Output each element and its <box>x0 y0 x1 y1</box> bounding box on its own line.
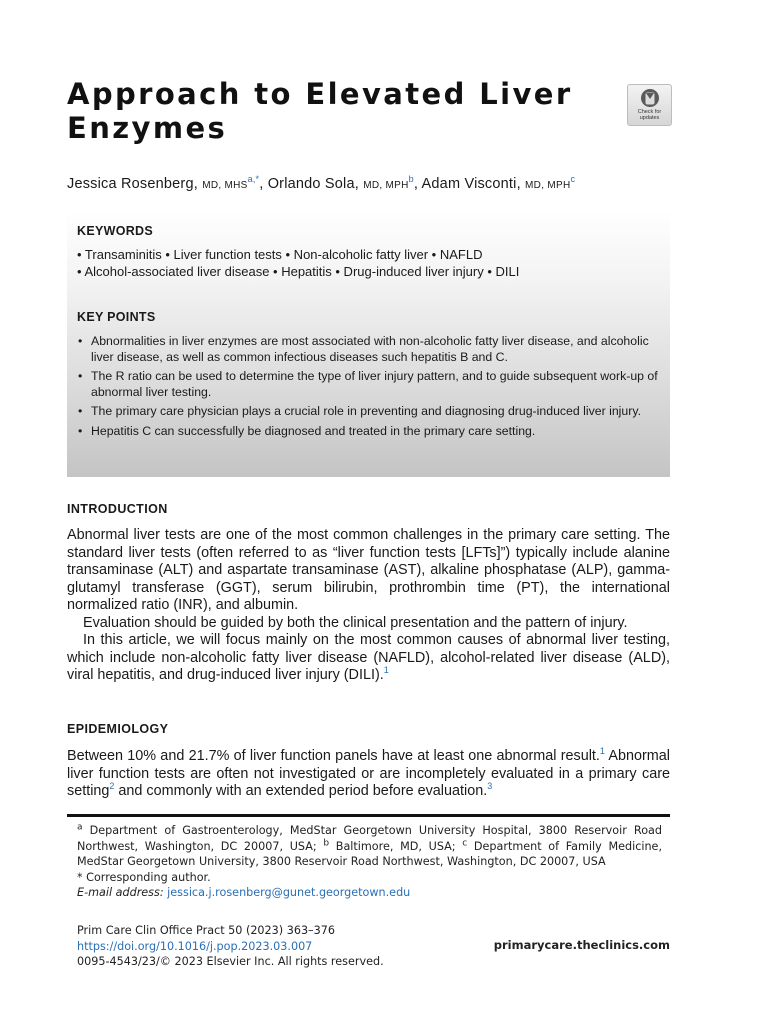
article-title: Approach to Elevated Liver Enzymes <box>67 77 573 145</box>
author-affiliation-mark[interactable]: c <box>570 174 576 185</box>
author-list <box>67 174 687 196</box>
reference-link-2[interactable]: 2 <box>109 781 115 792</box>
author: Adam Visconti, MD, MPH$^c$ <box>421 174 576 192</box>
check-for-updates-label: Check for updates <box>637 109 662 121</box>
introduction-heading: INTRODUCTION <box>67 502 168 516</box>
journal-citation: Prim Care Clin Office Pract 50 (2023) 363–376 <box>77 924 336 937</box>
affiliation-b: Baltimore, MD, USA; <box>329 839 463 853</box>
journal-website[interactable]: primarycare.theclinics.com <box>493 938 670 952</box>
email-link[interactable]: jessica.j.rosenberg@gunet.georgetown.edu <box>167 886 411 899</box>
epi-sentence-3: and commonly with an extended period before evaluation. <box>114 783 488 799</box>
keywords-heading: KEYWORDS <box>77 224 154 238</box>
aff-mark-c: c <box>462 837 468 848</box>
author-credentials: MD, MPH <box>363 180 409 191</box>
keywords-line-2: • Alcohol-associated liver disease • Hepatitis • Drug-induced liver injury • DILI <box>77 264 520 279</box>
check-for-updates-icon <box>639 88 661 108</box>
issn-copyright: 0095-4543/23/© 2023 Elsevier Inc. All rights reserved. <box>77 955 384 968</box>
aff-mark-a: a <box>77 822 83 833</box>
author-credentials: MD, MPH <box>525 180 571 191</box>
check-for-updates-badge[interactable] <box>627 84 672 126</box>
author-separator: , <box>413 176 422 192</box>
intro-paragraph-1: Abnormal liver tests are one of the most common challenges in the primary care setting. The standard liver tests (often referred to as “liver function tests [LFTs]”) typically include alanine transaminase (ALT) and aspartate transaminase (AST), alkaline phosphatase (ALP), gamma-glutamyl transferase (GGT), serum bilirubin, prothrombin time (PT), the international normalized ratio (INR), and albumin. <box>67 527 670 613</box>
author: Orlando Sola, MD, MPH$^b$, <box>267 174 422 192</box>
author-affiliation-mark[interactable]: a,* <box>247 174 260 185</box>
affiliation-c: Department of Family Medicine, MedStar Georgetown University, 3800 Reservoir Road Northwest, Washington, DC 20007, USA <box>77 839 663 868</box>
epi-sentence-1: Between 10% and 21.7% of liver function panels have at least one abnormal result. <box>67 748 600 764</box>
author-credentials: MD, MHS <box>202 180 248 191</box>
key-point-item: • Hepatitis C can successfully be diagnosed and treated in the primary care setting. <box>77 424 662 440</box>
introduction-body <box>67 527 670 685</box>
epidemiology-paragraph <box>67 748 670 801</box>
author-separator: , <box>259 176 268 192</box>
key-points-heading: KEY POINTS <box>77 310 156 324</box>
key-point-item: • The R ratio can be used to determine the type of liver injury pattern, and to guide subsequent work-up of abnormal liver testing. <box>77 369 662 400</box>
author-name: Adam Visconti <box>421 176 517 192</box>
keywords-line-1: • Transaminitis • Liver function tests • Non-alcoholic fatty liver • NAFLD <box>77 247 483 262</box>
keywords-keypoints-box <box>67 210 670 477</box>
reference-link-3[interactable]: 3 <box>487 781 493 792</box>
author: Jessica Rosenberg, MD, MHS$^{a,*}$, <box>67 174 268 192</box>
footnote-divider <box>67 814 670 817</box>
key-point-item: • Abnormalities in liver enzymes are most associated with non-alcoholic fatty liver disease, and alcoholic liver disease, as well as common infectious diseases such hepatitis B and C. <box>77 334 662 365</box>
intro-paragraph-3 <box>67 632 670 685</box>
epidemiology-heading: EPIDEMIOLOGY <box>67 722 169 736</box>
reference-link-1b[interactable]: 1 <box>599 746 605 757</box>
aff-mark-b: b <box>323 837 330 848</box>
reference-link-1[interactable]: 1 <box>383 665 389 676</box>
footnotes <box>77 823 662 901</box>
epidemiology-body <box>67 748 670 801</box>
intro-paragraph-3-text: In this article, we will focus mainly on the most common causes of abnormal liver testing, which include non-alcoholic fatty liver disease (NAFLD), alcohol-related liver disease (ALD), viral hepatitis, and drug-induced liver injury (DILI). <box>67 632 670 683</box>
author-name: Jessica Rosenberg <box>67 176 194 192</box>
key-point-item: • The primary care physician plays a crucial role in preventing and diagnosing drug-induced liver injury. <box>77 404 662 420</box>
affiliations <box>77 823 662 870</box>
journal-info <box>77 923 384 970</box>
key-points-list <box>77 334 662 443</box>
epi-sentence-2: Abnormal liver function tests are often not investigated or are incompletely evaluated in a primary care setting <box>67 748 670 799</box>
author-name: Orlando Sola <box>267 176 355 192</box>
corresponding-author-note: * Corresponding author. <box>77 870 211 884</box>
email-label: E-mail address: <box>77 886 164 899</box>
author-affiliation-mark[interactable]: b <box>408 174 414 185</box>
email-line <box>77 885 662 901</box>
intro-paragraph-2: Evaluation should be guided by both the clinical presentation and the pattern of injury. <box>83 614 628 631</box>
affiliation-a: Department of Gastroenterology, MedStar Georgetown University Hospital, 3800 Reservoir Road Northwest, Washington, DC 20007, USA; <box>77 824 662 853</box>
doi-link[interactable]: https://doi.org/10.1016/j.pop.2023.03.007 <box>77 939 313 953</box>
